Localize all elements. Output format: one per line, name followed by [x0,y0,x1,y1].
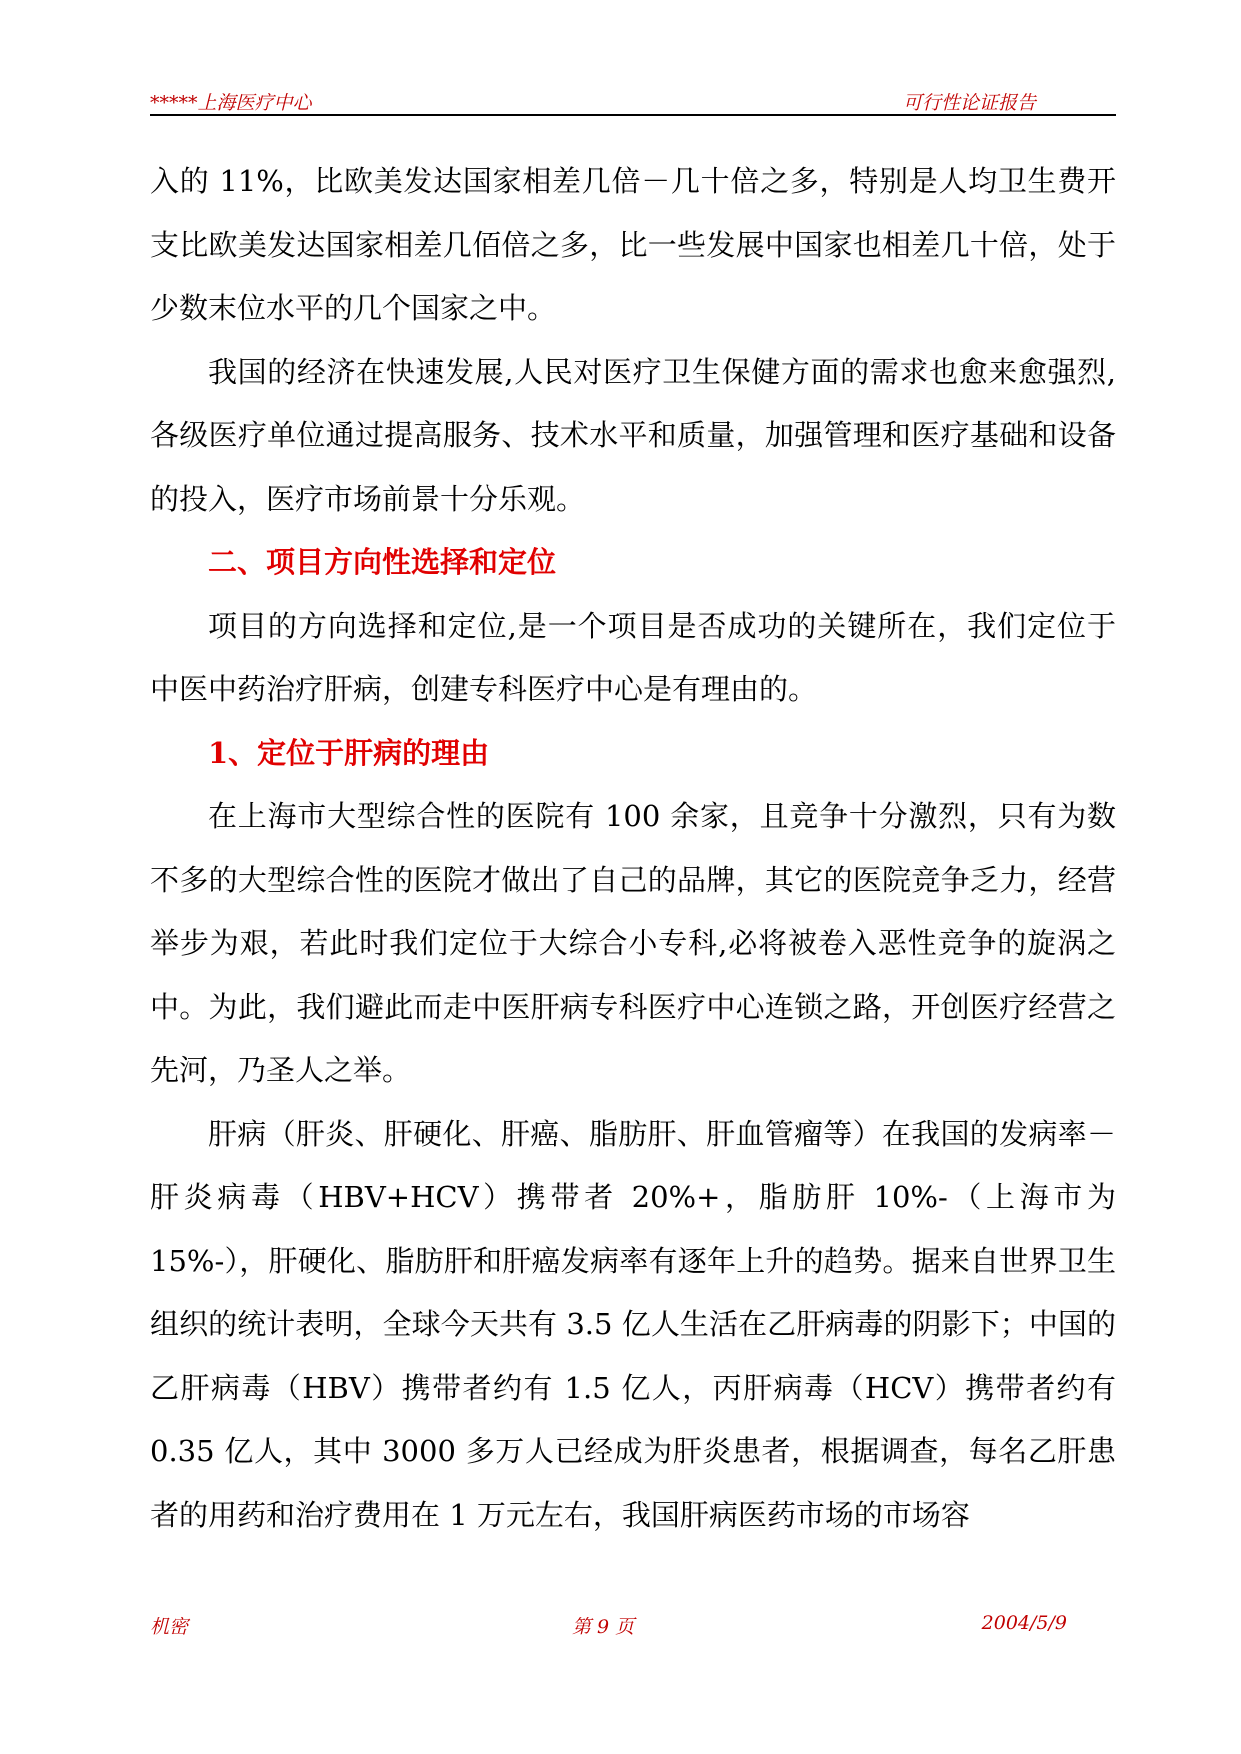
section-heading: 二、项目方向性选择和定位 [208,545,557,579]
page-header [150,86,1116,116]
document-body [150,150,1116,1547]
footer-page-number: 第 9 页 [572,1616,635,1638]
subsection-heading: 1、定位于肝病的理由 [208,735,490,770]
footer-confidential: 机密 [150,1616,189,1638]
header-organization: *****上海医疗中心 [150,92,312,114]
paragraph-economy: 我国的经济在快速发展,人民对医疗卫生保健方面的需求也愈来愈强烈,各级医疗单位通过提高服务、技术水平和质量，加强管理和医疗基础和设备的投入，医疗市场前景十分乐观。 [150,354,1116,516]
paragraph-positioning: 项目的方向选择和定位,是一个项目是否成功的关键所在，我们定位于中医中药治疗肝病，创建专科医疗中心是有理由的。 [150,608,1116,706]
page-footer [150,1612,1116,1636]
paragraph-shanghai-hospitals: 在上海市大型综合性的医院有 100 余家，且竞争十分激烈，只有为数不多的大型综合性的医院才做出了自己的品牌，其它的医院竞争乏力，经营举步为艰，若此时我们定位于大综合小专科,必将被卷入恶性竞争的旋涡之中。为此，我们避此而走中医肝病专科医疗中心连锁之路，开创医疗经营之先河，乃圣人之举。 [150,799,1116,1087]
header-report-title: 可行性论证报告 [902,92,1036,114]
paragraph-continuation: 入的 11%，比欧美发达国家相差几倍－几十倍之多，特别是人均卫生费开支比欧美发达国家相差几佰倍之多，比一些发展中国家也相差几十倍，处于少数末位水平的几个国家之中。 [150,164,1116,325]
paragraph-liver-disease: 肝病（肝炎、肝硬化、肝癌、脂肪肝、肝血管瘤等）在我国的发病率－肝炎病毒（HBV+HCV）携带者 20%+，脂肪肝 10%-（上海市为 15%-），肝硬化、脂肪肝和肝癌发病率有逐年上升的趋势。据来自世界卫生组织的统计表明，全球今天共有 3.5 亿人生活在乙肝病毒的阴影下；中国的乙肝病毒（HBV）携带者约有 1.5 亿人，丙肝病毒（HCV）携带者约有 0.35 亿人，其中 3000 多万人已经成为肝炎患者，根据调查，每名乙肝患者的用药和治疗费用在 1 万元左右，我国肝病医药市场的市场容 [150,1116,1116,1532]
footer-date: 2004/5/9 [981,1612,1067,1634]
